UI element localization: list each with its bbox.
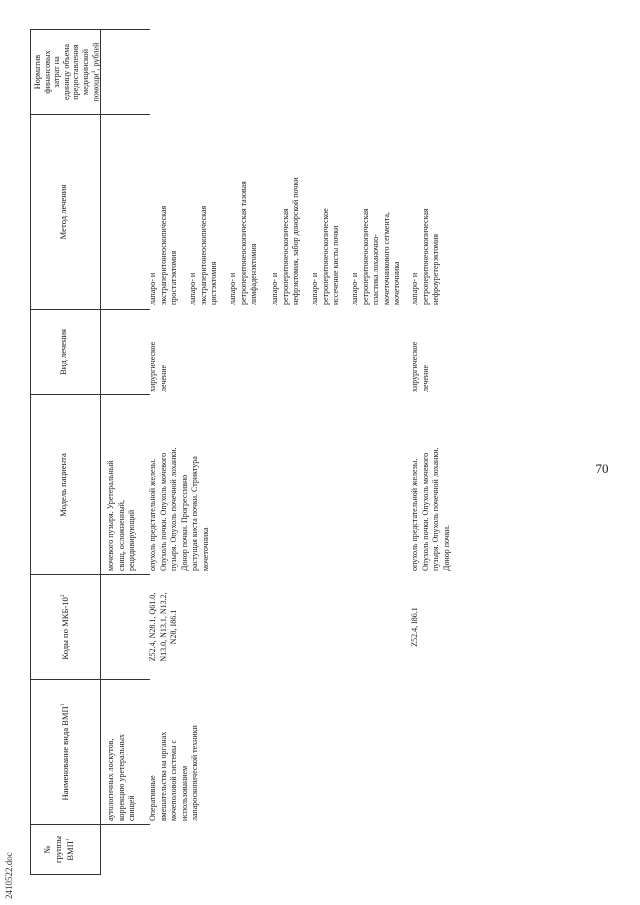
row-a-method-4: лапаро- и ретроперитонеоскопическая нефрэктомия, забор донорской почки [270,177,301,305]
row-b-icd-codes: Z52.4, I86.1 [410,607,419,647]
row-a-method-1: лапаро- и экстраперитонеоскопическая простатэктомия [148,205,179,305]
header-hmp-name: Наименование вида ВМП$^1$ [59,703,70,801]
col-divider-3 [30,679,150,680]
row-b-patient-model: опухоль предстательной железы. Опухоль почки. Опухоль мочевого пузыря. Опухоль почечной лоханки. Донор почки. [410,447,451,571]
page-number: 70 [595,461,609,476]
row-b-method-1: лапаро- и ретроперитонеоскопическая нефроуретерэктомия [410,208,441,305]
header-patient-model: Модель пациента [58,453,68,517]
header-icd-codes: Коды по МКБ-$10^2$ [59,594,70,660]
col-divider-1 [30,874,100,875]
col-divider-2 [30,824,150,825]
row-a-name: Оперативные вмешательства на органах мочеполовой системы с использованием лапароскопической техники [148,725,200,821]
row-a-method-3: лапаро- и ретроперитонеоскопическая тазовая лимфаденэктомия [228,181,259,305]
col-divider-5 [30,394,150,395]
cont-row-model: мочевого пузыря. Уретеральный свищ, осложненный, рецидивирующий [106,460,137,571]
row-a-method-6: лапаро- и ретроперитонеоскопическая пластика лоханочно- мочеточникового сегмента, мочеточника [350,208,402,305]
cont-row-name: аутологичных лоскутов, коррекцию уретеральных свищей [106,734,137,821]
row-a-patient-model: опухоль предстательной железы. Опухоль почки. Опухоль мочевого пузыря. Опухоль почечной лоханки. Донор почки. Прогрессивно растущая киста почки. Стриктура мочеточника [148,447,210,571]
document-code: 2410522.doc [4,852,14,899]
col-divider-7 [30,114,150,115]
row-b-treatment-type: хирургическое лечение [410,341,430,392]
table-top-border [30,30,31,875]
row-a-method-2: лапаро- и экстраперитонеоскопическая цистэктомия [188,205,219,305]
header-bottom-border [100,30,101,875]
header-financial-norm: Норматив финансовых затрат на единицу объема предоставления медицинской помощи$^3$, рублей [33,42,101,102]
header-treatment-method: Метод лечения [58,184,68,240]
col-divider-6 [30,309,150,310]
header-group-number: № группы ВМП$^1$ [42,836,76,863]
header-treatment-type: Вид лечения [58,328,68,376]
row-a-treatment-type: хирургическое лечение [148,341,168,392]
row-a-method-5: лапаро- и ретроперитонеоскопическое иссечение кисты почки [310,208,341,305]
col-divider-4 [30,574,150,575]
col-divider-8 [30,29,150,30]
row-a-icd-codes: Z52.4, N28.1, Q61.0, N13.0, N13.1, N13.2, N28, I86.1 [148,592,179,662]
